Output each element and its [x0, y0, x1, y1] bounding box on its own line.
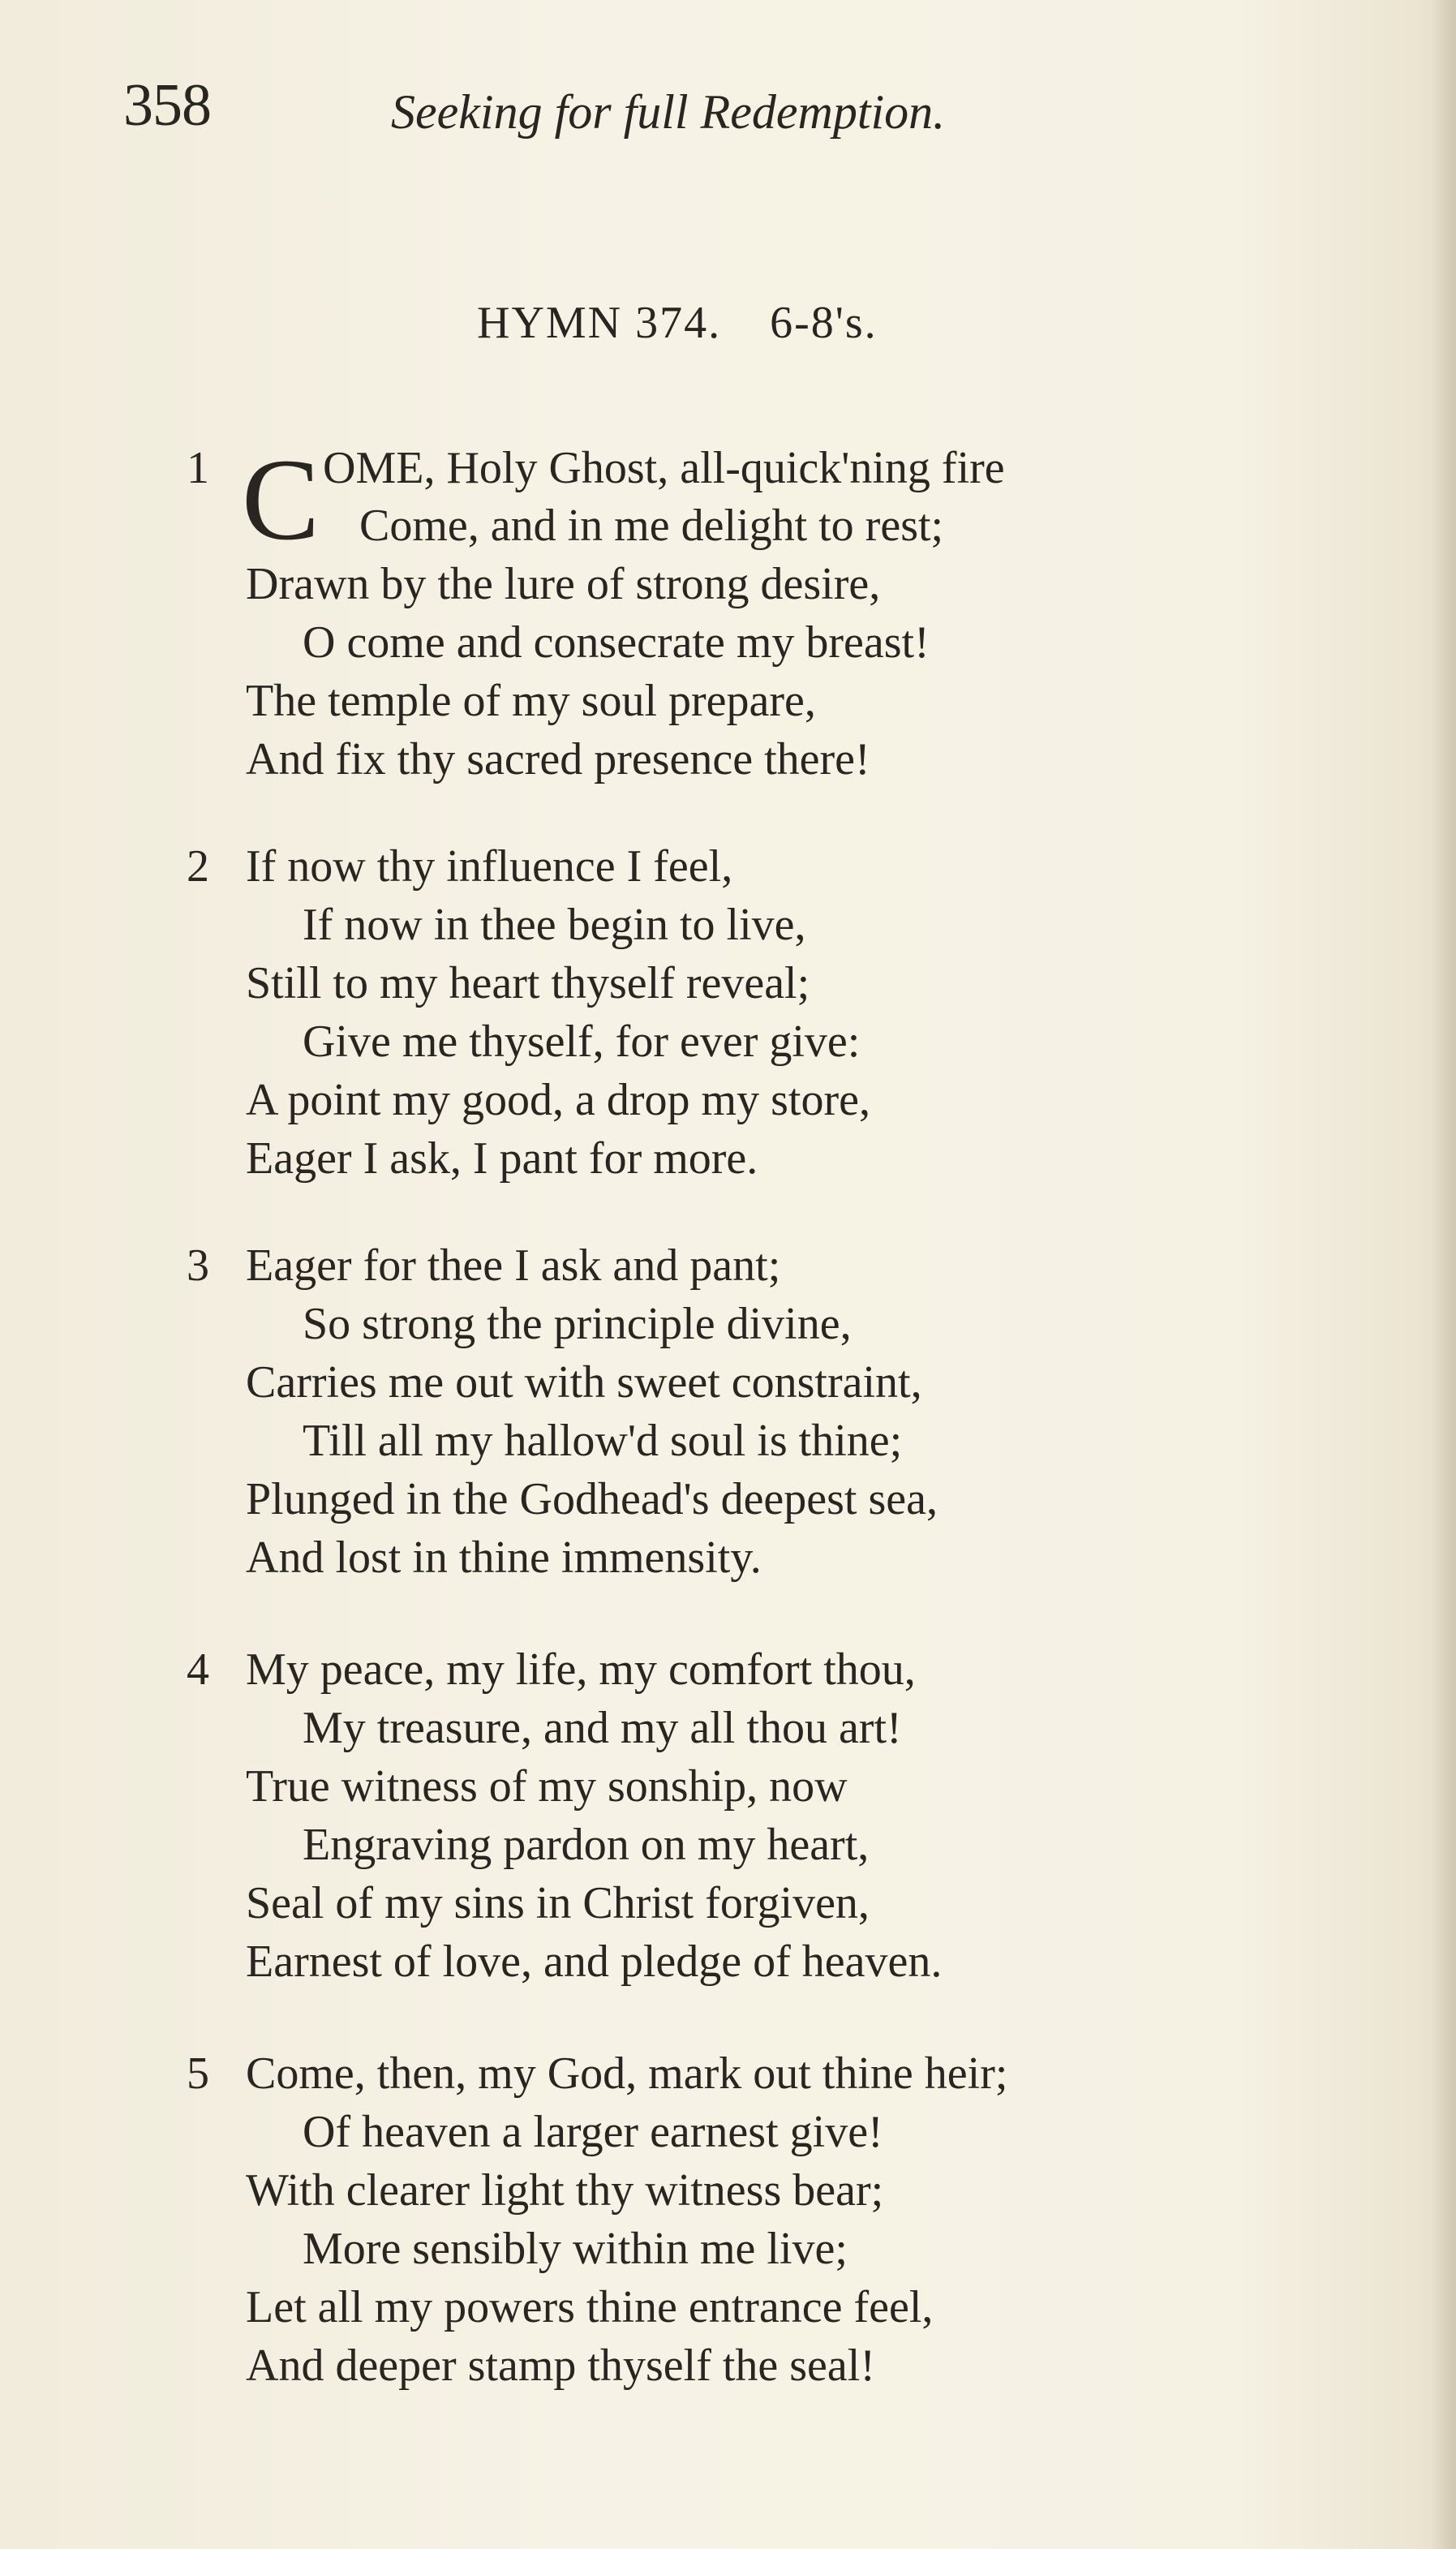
verse-line: A point my good, a drop my store, [246, 1075, 870, 1125]
verse-line: My peace, my life, my comfort thou, [246, 1644, 916, 1695]
verse-line: And lost in thine immensity. [246, 1532, 762, 1583]
stanza-number: 4 [187, 1644, 209, 1695]
stanza-number: 5 [187, 2048, 209, 2099]
verse-line: Engraving pardon on my heart, [303, 1820, 870, 1870]
verse-line: Eager I ask, I pant for more. [246, 1133, 758, 1184]
verse-line: O come and consecrate my breast! [303, 617, 930, 668]
verse-line: Till all my hallow'd soul is thine; [303, 1416, 903, 1466]
verse-line: Still to my heart thyself reveal; [246, 958, 810, 1008]
page-number: 358 [123, 72, 211, 139]
verse-line: With clearer light thy witness bear; [246, 2165, 884, 2216]
verse-line: If now in thee begin to live, [303, 900, 806, 950]
verse-line: True witness of my sonship, now [246, 1761, 848, 1812]
stanza-number: 2 [187, 841, 209, 892]
verse-line: And deeper stamp thyself the seal! [246, 2341, 875, 2391]
verse-line: Let all my powers thine entrance feel, [246, 2282, 934, 2332]
stanza-number: 3 [187, 1240, 209, 1291]
verse-line: Carries me out with sweet constraint, [246, 1357, 922, 1408]
hymn-label: HYMN 374. [477, 298, 722, 348]
verse-line: The temple of my soul prepare, [246, 676, 816, 726]
hymn-title [477, 297, 878, 349]
verse-line: OME, Holy Ghost, all-quick'ning fire [323, 443, 1005, 493]
stanza-number: 1 [187, 443, 209, 493]
verse-line: And fix thy sacred presence there! [246, 734, 870, 784]
verse-line: Come, and in me delight to rest; [359, 501, 944, 551]
verse-line: Plunged in the Godhead's deepest sea, [246, 1474, 938, 1524]
verse-line: So strong the principle divine, [303, 1299, 852, 1349]
running-title: Seeking for full Redemption. [391, 85, 946, 139]
verse-line: If now thy influence I feel, [246, 841, 733, 892]
verse-line: Earnest of love, and pledge of heaven. [246, 1936, 943, 1987]
verse-line: Drawn by the lure of strong desire, [246, 559, 881, 609]
page-edge-shadow [1432, 0, 1456, 2549]
verse-line: Give me thyself, for ever give: [303, 1017, 861, 1067]
verse-line: Seal of my sins in Christ forgiven, [246, 1878, 870, 1928]
verse-line: Come, then, my God, mark out thine heir; [246, 2048, 1008, 2099]
verse-line: Of heaven a larger earnest give! [303, 2107, 883, 2157]
drop-cap: C [242, 436, 320, 565]
verse-line: My treasure, and my all thou art! [303, 1703, 902, 1753]
verse-line: More sensibly within me live; [303, 2224, 848, 2274]
verse-line: Eager for thee I ask and pant; [246, 1240, 781, 1291]
hymn-meter: 6-8's. [770, 298, 878, 348]
